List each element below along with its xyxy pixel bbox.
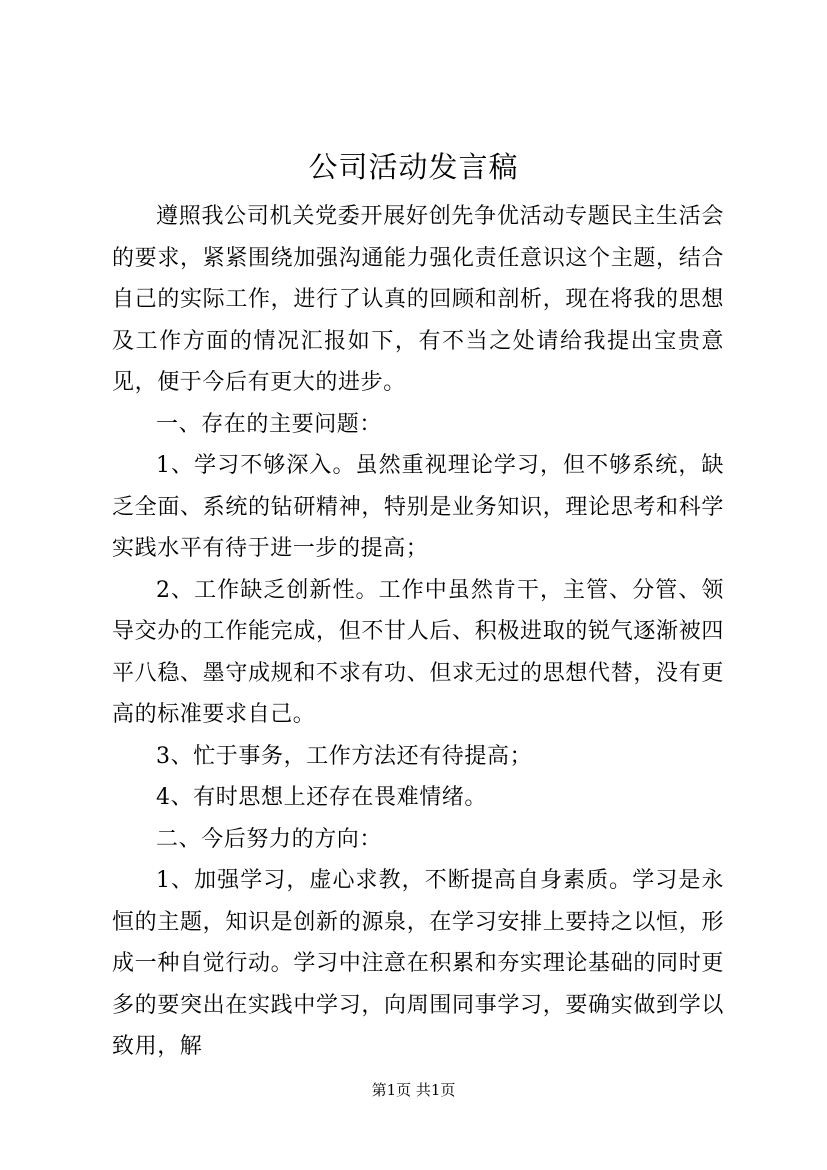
paragraph-problem-3: 3、忙于事务，工作方法还有待提高；: [156, 743, 533, 769]
section-heading-direction: 二、今后努力的方向：: [156, 826, 383, 852]
paragraph-intro: 遵照我公司机关党委开展好创先争优活动专题民主生活会的要求，紧紧围绕加强沟通能力强化责任意识这个主题，结合自己的实际工作，进行了认真的回顾和剖析，现在将我的思想及工作方面的情况汇报如下，有不当之处请给我提出宝贵意见，便于今后有更大的进步。: [112, 204, 724, 395]
paragraph-direction-1: 1、加强学习，虚心求教，不断提高自身素质。学习是永恒的主题，知识是创新的源泉，在学习安排上要持之以恒，形成一种自觉行动。学习中注意在积累和夯实理论基础的同时更多的要突出在实践中学习，向周围同事学习，要确实做到学以致用，解: [112, 868, 724, 1059]
document-title: 公司活动发言稿: [308, 150, 519, 184]
section-heading-problems: 一、存在的主要问题：: [156, 411, 383, 437]
document-body: [112, 196, 724, 1068]
page-number-footer: 第1页 共1页: [371, 1081, 456, 1099]
paragraph-problem-2: 2、工作缺乏创新性。工作中虽然肯干，主管、分管、领导交办的工作能完成，但不甘人后、积极进取的锐气逐渐被四平八稳、墨守成规和不求有功、但求无过的思想代替，没有更高的标准要求自己。: [112, 577, 724, 727]
paragraph-problem-4: 4、有时思想上还存在畏难情绪。: [156, 785, 487, 810]
paragraph-problem-1: 1、学习不够深入。虽然重视理论学习，但不够系统，缺乏全面、系统的钻研精神，特别是业务知识，理论思考和科学实践水平有待于进一步的提高；: [112, 453, 724, 561]
